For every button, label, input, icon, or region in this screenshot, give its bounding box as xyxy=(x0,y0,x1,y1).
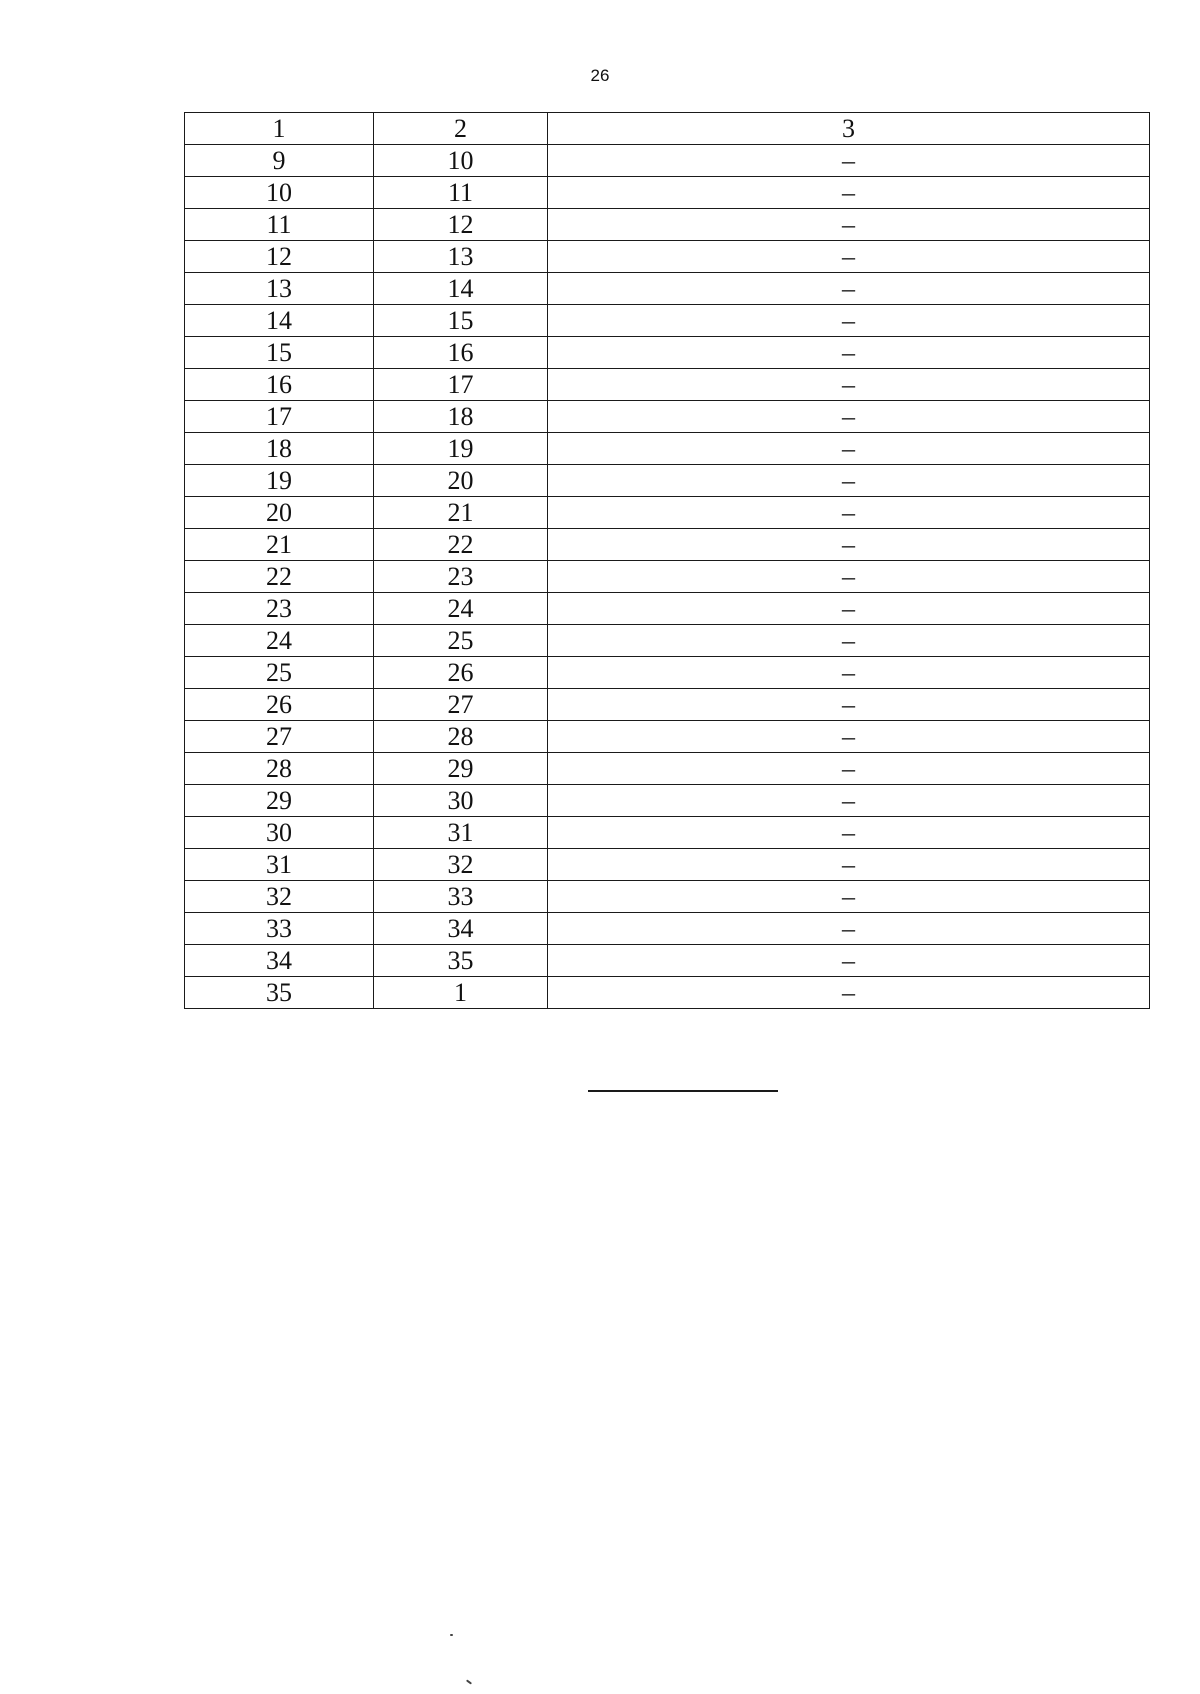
table-cell: 17 xyxy=(374,369,548,401)
table-cell: – xyxy=(548,241,1150,273)
table-cell: – xyxy=(548,593,1150,625)
table-row xyxy=(185,401,1150,433)
table-row xyxy=(185,433,1150,465)
table-row xyxy=(185,657,1150,689)
table-cell: 13 xyxy=(185,273,374,305)
table-cell: 29 xyxy=(374,753,548,785)
table-cell: – xyxy=(548,337,1150,369)
header-cell: 2 xyxy=(374,113,548,145)
table-row xyxy=(185,561,1150,593)
table-cell: 34 xyxy=(374,913,548,945)
table-row xyxy=(185,785,1150,817)
table-row xyxy=(185,273,1150,305)
data-table xyxy=(184,112,1150,1009)
table-row xyxy=(185,977,1150,1009)
table-cell: 12 xyxy=(374,209,548,241)
table-cell: 20 xyxy=(374,465,548,497)
header-cell: 1 xyxy=(185,113,374,145)
header-cell: 3 xyxy=(548,113,1150,145)
page-number: 26 xyxy=(590,66,610,85)
table-cell: 14 xyxy=(374,273,548,305)
table-cell: 24 xyxy=(374,593,548,625)
table-row xyxy=(185,337,1150,369)
table-cell: 30 xyxy=(185,817,374,849)
table-cell: – xyxy=(548,689,1150,721)
table-cell: – xyxy=(548,753,1150,785)
table-cell: 22 xyxy=(185,561,374,593)
table-cell: 10 xyxy=(374,145,548,177)
table-row xyxy=(185,721,1150,753)
table-cell: 30 xyxy=(374,785,548,817)
table-cell: – xyxy=(548,433,1150,465)
table-cell: – xyxy=(548,785,1150,817)
table-cell: 33 xyxy=(185,913,374,945)
table-cell: 16 xyxy=(374,337,548,369)
table-cell: 21 xyxy=(374,497,548,529)
table-row xyxy=(185,241,1150,273)
table-cell: – xyxy=(548,945,1150,977)
table-cell: 17 xyxy=(185,401,374,433)
table-cell: 18 xyxy=(185,433,374,465)
table-row xyxy=(185,817,1150,849)
table-row xyxy=(185,913,1150,945)
table-cell: 25 xyxy=(185,657,374,689)
table-row xyxy=(185,145,1150,177)
table-row xyxy=(185,753,1150,785)
table-cell: 26 xyxy=(185,689,374,721)
table-row xyxy=(185,369,1150,401)
table-cell: 25 xyxy=(374,625,548,657)
table-cell: – xyxy=(548,209,1150,241)
table-row xyxy=(185,305,1150,337)
table-row xyxy=(185,529,1150,561)
table-cell: – xyxy=(548,529,1150,561)
table-cell: 11 xyxy=(185,209,374,241)
table-cell: 19 xyxy=(374,433,548,465)
table-cell: 28 xyxy=(185,753,374,785)
table-cell: 9 xyxy=(185,145,374,177)
table-cell: 28 xyxy=(374,721,548,753)
table-cell: 24 xyxy=(185,625,374,657)
table-cell: 27 xyxy=(374,689,548,721)
table-cell: 13 xyxy=(374,241,548,273)
table-cell: 10 xyxy=(185,177,374,209)
table-cell: 35 xyxy=(185,977,374,1009)
end-of-table-rule xyxy=(588,1090,778,1092)
table-cell: – xyxy=(548,145,1150,177)
table-cell: – xyxy=(548,977,1150,1009)
table-header-row xyxy=(185,113,1150,145)
table-cell: 21 xyxy=(185,529,374,561)
table-cell: – xyxy=(548,369,1150,401)
table-cell: 1 xyxy=(374,977,548,1009)
table-cell: – xyxy=(548,465,1150,497)
table-cell: – xyxy=(548,881,1150,913)
table-cell: 20 xyxy=(185,497,374,529)
table-row xyxy=(185,177,1150,209)
table-cell: 32 xyxy=(185,881,374,913)
scan-speck xyxy=(450,1634,453,1636)
table-cell: – xyxy=(548,401,1150,433)
table-row xyxy=(185,497,1150,529)
table-row xyxy=(185,849,1150,881)
table-cell: 34 xyxy=(185,945,374,977)
table-cell: 35 xyxy=(374,945,548,977)
table-row xyxy=(185,209,1150,241)
table-cell: – xyxy=(548,849,1150,881)
table-cell: – xyxy=(548,913,1150,945)
table-cell: 23 xyxy=(185,593,374,625)
table-cell: 15 xyxy=(185,337,374,369)
table-cell: 29 xyxy=(185,785,374,817)
table-cell: 11 xyxy=(374,177,548,209)
table-row xyxy=(185,625,1150,657)
table-cell: 33 xyxy=(374,881,548,913)
table-cell: 12 xyxy=(185,241,374,273)
table-row xyxy=(185,689,1150,721)
table-cell: – xyxy=(548,657,1150,689)
table-cell: – xyxy=(548,305,1150,337)
table-row xyxy=(185,593,1150,625)
table-cell: 22 xyxy=(374,529,548,561)
table-cell: – xyxy=(548,561,1150,593)
table-cell: – xyxy=(548,721,1150,753)
table-cell: 18 xyxy=(374,401,548,433)
table-cell: 32 xyxy=(374,849,548,881)
table-body xyxy=(185,113,1150,1009)
table-cell: 16 xyxy=(185,369,374,401)
table-cell: – xyxy=(548,625,1150,657)
table-cell: 14 xyxy=(185,305,374,337)
table-row xyxy=(185,945,1150,977)
table-cell: – xyxy=(548,497,1150,529)
table-cell: 19 xyxy=(185,465,374,497)
table-cell: 31 xyxy=(374,817,548,849)
table-cell: 31 xyxy=(185,849,374,881)
table-cell: 27 xyxy=(185,721,374,753)
table-cell: 23 xyxy=(374,561,548,593)
table-cell: 15 xyxy=(374,305,548,337)
table-cell: – xyxy=(548,177,1150,209)
table-cell: – xyxy=(548,817,1150,849)
scan-speck xyxy=(466,1679,472,1684)
table-cell: – xyxy=(548,273,1150,305)
table-cell: 26 xyxy=(374,657,548,689)
table-row xyxy=(185,881,1150,913)
table-row xyxy=(185,465,1150,497)
